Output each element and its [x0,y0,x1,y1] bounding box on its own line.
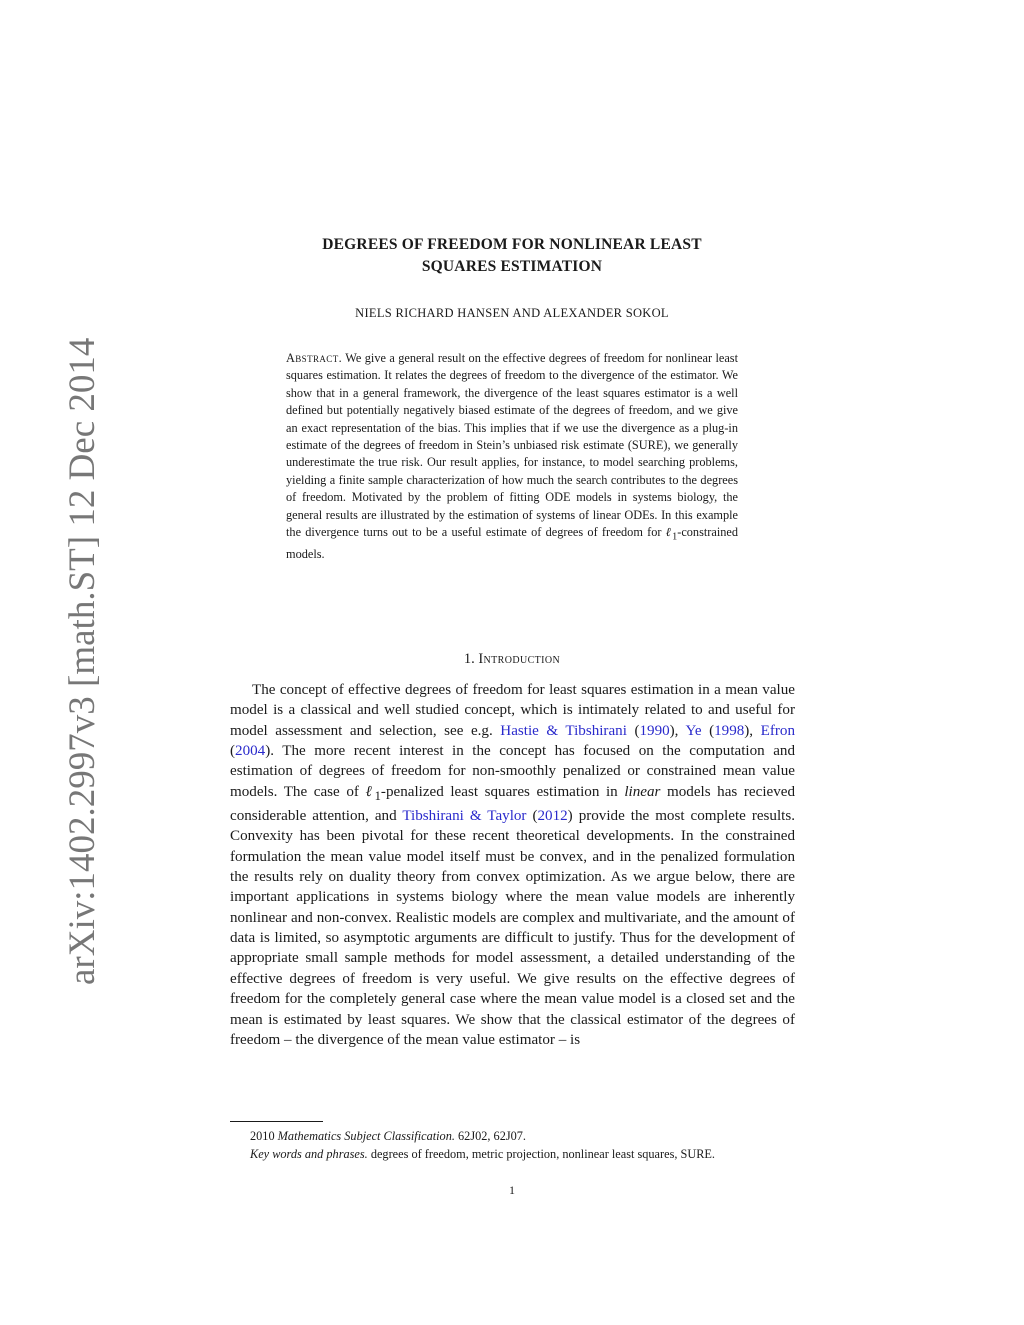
intro-text-1: The concept of effective degrees of freedom for least squares estimation in a mean value model is a classical and well studied concept, which is intimately related to and useful for model assessment and selection, see e.g. [230,682,795,739]
paper-title [200,234,824,278]
section-number: 1. [463,651,475,667]
citation-hastie-tibshirani-year[interactable]: 1990 [639,722,670,739]
intro-text-4: models has recieved considerable attention, and [230,783,796,825]
footnote-rule [230,1121,323,1122]
paper-title-line-2: SQUARES ESTIMATION [421,258,603,275]
msc-year: 2010 [250,1129,275,1143]
intro-text-5: provide the most complete results. Convexity has been pivotal for these recent theoretical developments. In the constrained formulation the mean value model itself must be convex, and in the penalized formulation the results rely on duality theory from convex optimization. As we argue below, there are important applications in systems biology where the mean value models are inherently nonlinear and non-convex. Realistic models are complex and multivariate, and the amount of data is limited, so asymptotic arguments are difficult to justify. Thus for the development of appropriate small sample methods for model assessment, a detailed understanding of the effective degrees of freedom is very useful. We give results on the effective degrees of freedom for the completely general case where the mean value model is a closed set and the mean is estimated by least squares. We show that the classical estimator of the degrees of freedom – the divergence of the mean value estimator – is [230,808,796,1048]
footnotes [230,1128,795,1163]
keywords-text: degrees of freedom, metric projection, nonlinear least squares, SURE. [370,1146,716,1161]
msc-codes: 62J02, 62J07. [458,1129,526,1143]
ell-symbol: ℓ [665,525,673,540]
page-number: 1 [509,1183,515,1197]
keywords-label: Key words and phrases. [250,1146,368,1161]
section-title: Introduction [478,651,561,667]
intro-text-2: . The more recent interest in the concept has focused on the computation and estimation of degrees of freedom for non-smoothly penalized or constrained mean value models. The case of [230,743,795,800]
intro-italic-linear: linear [624,783,661,800]
citation-tibshirani-taylor-year[interactable]: 2012 [537,808,568,825]
citation-ye[interactable]: Ye [685,722,702,739]
ell-subscript: 1 [374,788,381,803]
msc-label: Mathematics Subject Classification. [277,1129,455,1143]
citation-tibshirani-taylor[interactable]: Tibshirani & Taylor [402,808,527,825]
arxiv-identifier-stamp: arXiv:1402.2997v3 [math.ST] 12 Dec 2014 [62,337,103,985]
citation-hastie-tibshirani[interactable]: Hastie & Tibshirani [500,722,627,739]
section-heading-introduction [230,651,794,668]
footnote-keywords [230,1146,795,1164]
intro-text-3: -penalized least squares estimation in [380,783,618,800]
citation-efron-year[interactable]: 2004 [235,743,266,760]
citation-ye-year[interactable]: 1998 [714,722,745,739]
abstract-label: Abstract. [286,351,343,365]
abstract-text-end: -constrained models. [286,525,739,561]
footnote-msc [230,1128,795,1146]
paper-authors: NIELS RICHARD HANSEN AND ALEXANDER SOKOL [355,306,669,320]
abstract-text: We give a general result on the effective degrees of freedom for nonlinear least squares estimation. It relates the degrees of freedom to the divergence of the estimator. We show that in a general framework, the divergence of the least squares estimator is a well defined but potentially negatively biased estimate of the degrees of freedom, and we give an exact representation of the bias. This implies that if we use the divergence as a plug-in estimate of the degrees of freedom in Stein’s unbiased risk estimate (SURE), we generally underestimate the true risk. Our result applies, for instance, to model searching problems, yielding a finite sample characterization of how much the search contributes to the degrees of freedom. Motivated by the problem of fitting ODE models in systems biology, the general results are illustrated by the estimation of systems of linear ODEs. In this example the divergence turns out to be a useful estimate of degrees of freedom for [286,351,738,540]
citation-efron[interactable]: Efron [760,722,795,739]
introduction-paragraph: The concept of effective degrees of freedom for least squares estimation in a mean value model is a classical and well studied concept, which is intimately related to and useful for model assessment and selection, see e.g. Hastie & Tibshirani (1990), Ye (1998), Efron (2004). The more recent interest in the concept has focused on the computation and estimation of degrees of freedom for non-smoothly penalized or constrained mean value models. The case of ℓ$_1$-penalized least squares estimation in linear models has recieved considerable attention, and Tibshirani & Taylor (2012) provide the most complete results. Convexity has been pivotal for these recent theoretical developments. In the constrained formulation the mean value model itself must be convex, and in the penalized formulation the results rely on duality theory from convex optimization. As we argue below, there are important applications in systems biology where the mean value models are inherently nonlinear and non-convex. Realistic models are complex and multivariate, and the amount of data is limited, so asymptotic arguments are difficult to justify. Thus for the development of appropriate small sample methods for model assessment, a detailed understanding of the effective degrees of freedom is very useful. We give results on the effective degrees of freedom for the completely general case where the mean value model is a closed set and the mean is estimated by least squares. We show that the classical estimator of the degrees of freedom – the divergence of the mean value estimator – is [230,682,796,1048]
ell-symbol: ℓ [365,783,375,800]
paper-title-line-1: DEGREES OF FREEDOM FOR NONLINEAR LEAST [322,236,702,253]
abstract [286,350,738,563]
ell-subscript: 1 [672,531,678,543]
